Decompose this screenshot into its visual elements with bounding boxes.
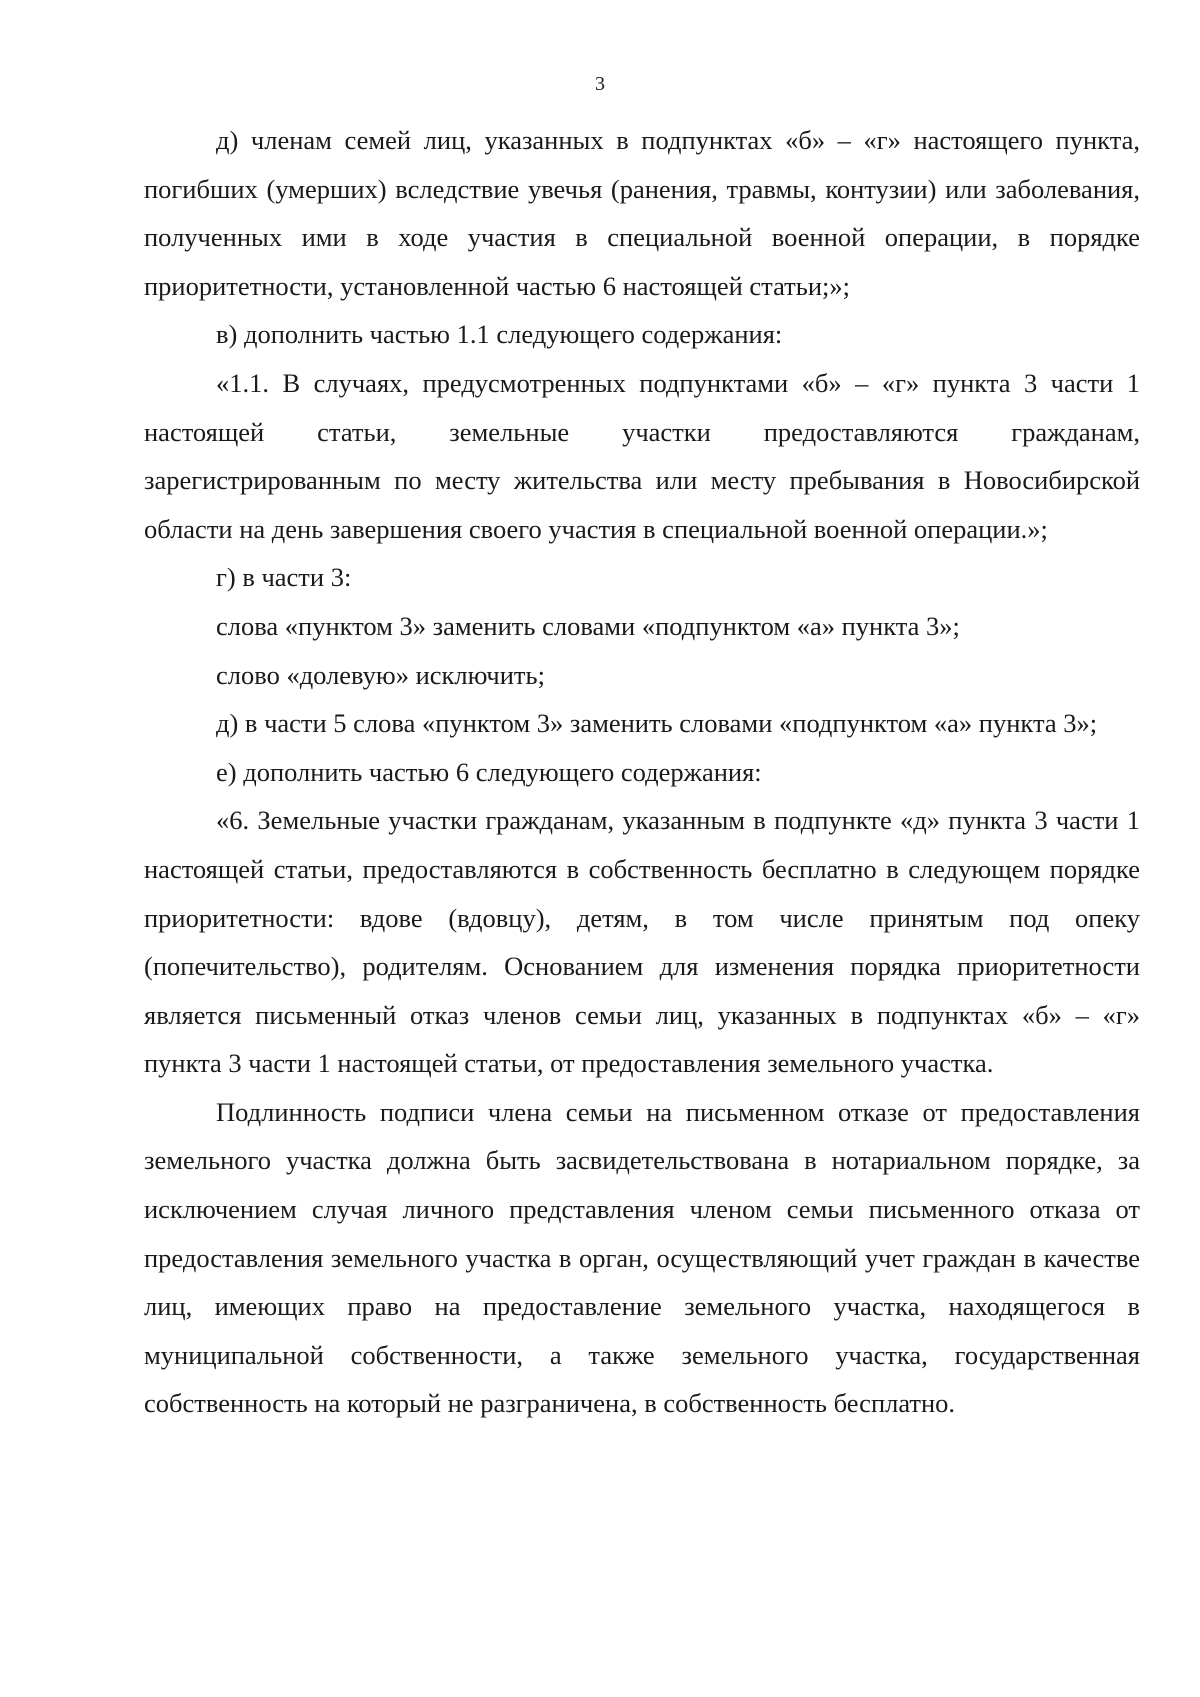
paragraph-v-add-part-1-1: в) дополнить частью 1.1 следующего содержания:: [216, 319, 783, 350]
paragraph-d-part-5: д) в части 5 слова «пунктом 3» заменить словами «подпунктом «а» пункта 3»;: [216, 708, 1098, 739]
paragraph-exclude-word: слово «долевую» исключить;: [216, 659, 545, 690]
paragraph-signature-authenticity: Подлинность подписи члена семьи на письменном отказе от предоставления земельного участка должна быть засвидетельствована в нотариальном порядке, за исключением случая личного представления членом семьи письменного отказа от предоставления земельного участка в орган, осуществляющий учет граждан в качестве лиц, имеющих право на предоставление земельного участка, находящегося в муниципальной собственности, а также земельного участка, государственная собственность на который не разграничена, в собственность бесплатно.: [144, 1096, 1140, 1419]
paragraph-part-1-1-text: «1.1. В случаях, предусмотренных подпунктами «б» – «г» пункта 3 части 1 настоящей статьи, земельные участки предоставляются гражданам, зарегистрированным по месту жительства или месту пребывания в Новосибирской области на день завершения своего участия в специальной военной операции.»;: [144, 367, 1140, 544]
page-number: 3: [595, 73, 605, 95]
document-body: [144, 116, 1140, 1428]
paragraph-part-6-text: «6. Земельные участки гражданам, указанным в подпункте «д» пункта 3 части 1 настоящей статьи, предоставляются в собственность бесплатно в следующем порядке приоритетности: вдове (вдовцу), детям, в том числе принятым под опеку (попечительство), родителям. Основанием для изменения порядка приоритетности является письменный отказ членов семьи лиц, указанных в подпунктах «б» – «г» пункта 3 части 1 настоящей статьи, от предоставления земельного участка.: [144, 805, 1140, 1079]
paragraph-g-part-3: г) в части 3:: [216, 562, 352, 593]
paragraph-d-family-members: д) членам семей лиц, указанных в подпунктах «б» – «г» настоящего пункта, погибших (умерших) вследствие увечья (ранения, травмы, контузии) или заболевания, полученных ими в ходе участия в специальной военной операции, в порядке приоритетности, установленной частью 6 настоящей статьи;»;: [144, 125, 1140, 301]
paragraph-e-add-part-6: е) дополнить частью 6 следующего содержания:: [216, 756, 762, 787]
paragraph-replace-words: слова «пунктом 3» заменить словами «подпунктом «а» пункта 3»;: [216, 610, 960, 641]
